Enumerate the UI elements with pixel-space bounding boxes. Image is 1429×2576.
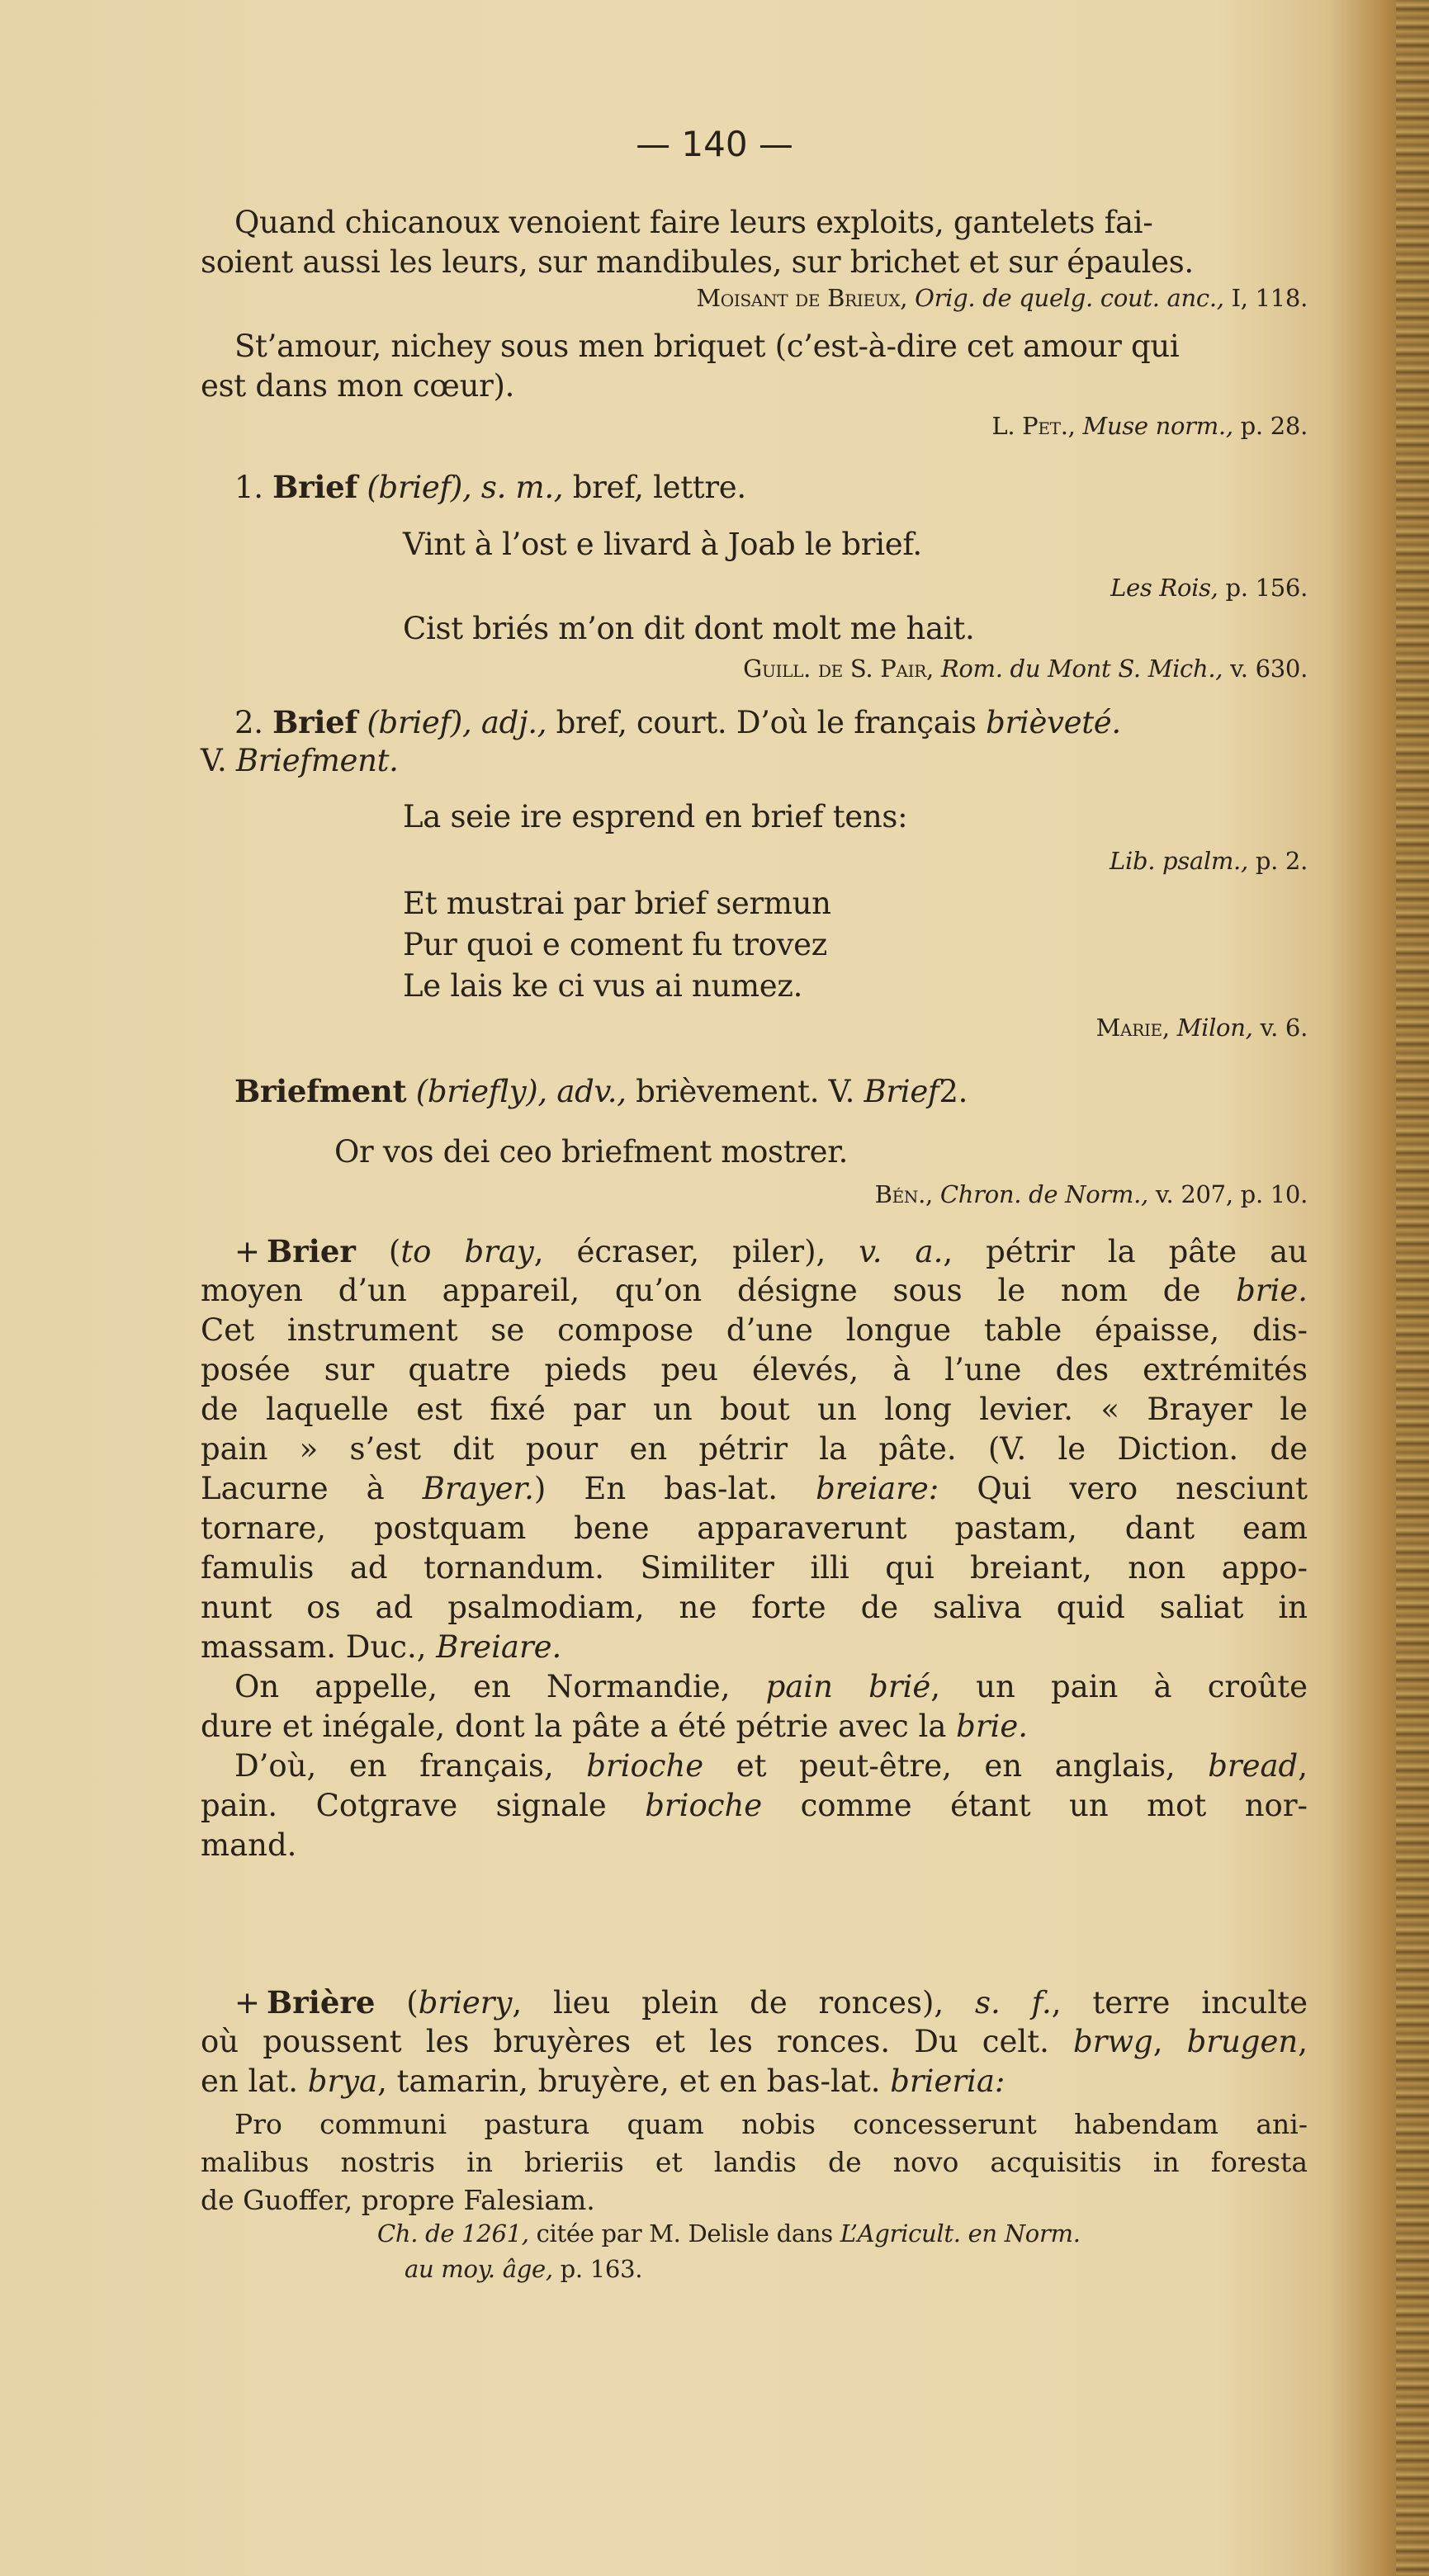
- citation: Bén., Chron. de Norm., v. 207, p. 10.: [874, 1180, 1308, 1208]
- entry-line: Lacurne à Brayer.) En bas-lat. breiare: Qui vero nesciunt: [201, 1471, 1308, 1506]
- entry-line: moyen d’un appareil, qu’on désigne sous le nom de brie.: [201, 1273, 1308, 1308]
- entry-line: pain. Cotgrave signale brioche comme étant un mot nor-: [201, 1788, 1308, 1823]
- citation: Moisant de Brieux, Orig. de quelg. cout. anc., I, 118.: [696, 284, 1308, 312]
- citation: L. Pet., Muse norm., p. 28.: [991, 412, 1308, 440]
- verse-line: Le lais ke ci vus ai numez.: [403, 968, 803, 1004]
- entry-line: dure et inégale, dont la pâte a été pétrie avec la brie.: [201, 1709, 1029, 1744]
- citation: Lib. psalm., p. 2.: [1110, 847, 1308, 875]
- entry-line: tornare, postquam bene apparaverunt pastam, dant eam: [201, 1510, 1308, 1546]
- citation: Les Rois, p. 156.: [1110, 574, 1308, 602]
- headword: Briefment: [234, 1073, 407, 1109]
- headword: Brief: [272, 469, 357, 505]
- headword: Brière: [267, 1984, 376, 2021]
- verse-line: Pur quoi e coment fu trovez: [403, 927, 827, 962]
- see-also: V. Briefment.: [201, 743, 399, 778]
- dictionary-entry-brief-2: 2. Brief (brief), adj., bref, court. D’où le français brièveté.: [234, 704, 1121, 740]
- citation: Guill. de S. Pair, Rom. du Mont S. Mich., v. 630.: [743, 655, 1308, 683]
- headword: Brier: [267, 1233, 356, 1269]
- example-text: Vint à l’ost e livard à Joab le brief.: [403, 527, 922, 562]
- latin-quote: Pro communi pastura quam nobis concesserunt habendam ani- malibus nostris in brieriis et landis de novo acquisitis in foresta de Guoffer, propre Falesiam.: [201, 2108, 1308, 2216]
- example-text: Cist briés m’on dit dont molt me hait.: [403, 611, 975, 646]
- citation: Ch. de 1261, citée par M. Delisle dans L’Agricult. en Norm.: [377, 2219, 1081, 2248]
- cross-marker-icon: +: [234, 1234, 261, 1269]
- entry-line: nunt os ad psalmodiam, ne forte de saliva quid saliat in: [201, 1590, 1308, 1625]
- example-text: Or vos dei ceo briefment mostrer.: [334, 1134, 849, 1170]
- citation: Marie, Milon, v. 6.: [1095, 1014, 1308, 1042]
- quote-line: soient aussi les leurs, sur mandibules, sur brichet et sur épaules.: [201, 244, 1194, 280]
- page-number: — 140 —: [636, 124, 793, 164]
- dictionary-entry-brief-1: 1. Brief (brief), s. m., bref, lettre.: [234, 469, 746, 505]
- verse-line: Et mustrai par brief sermun: [403, 886, 831, 921]
- entry-line: où poussent les bruyères et les ronces. Du celt. brwg, brugen,: [201, 2024, 1308, 2059]
- quote-line: St’amour, nichey sous men briquet (c’est-à-dire cet amour qui: [234, 328, 1180, 364]
- entry-line: en lat. brya, tamarin, bruyère, et en bas-lat. brieria:: [201, 2063, 1006, 2099]
- entry-line: famulis ad tornandum. Similiter illi qui breiant, non appo-: [201, 1550, 1308, 1586]
- entry-line: On appelle, en Normandie, pain brié, un pain à croûte: [234, 1669, 1308, 1704]
- entry-line: + Brier (to bray, écraser, piler), v. a., pétrir la pâte au: [234, 1233, 1308, 1269]
- example-text: La seie ire esprend en brief tens:: [403, 799, 908, 834]
- quote-line: Quand chicanoux venoient faire leurs exploits, gantelets fai-: [234, 205, 1153, 240]
- entry-line: mand.: [201, 1827, 297, 1863]
- citation: au moy. âge, p. 163.: [405, 2255, 643, 2283]
- dictionary-entry-briere: [201, 1983, 1308, 2101]
- entry-line: Cet instrument se compose d’une longue table épaisse, dis-: [201, 1312, 1308, 1348]
- quote-line: est dans mon cœur).: [201, 368, 515, 404]
- entry-line: pain » s’est dit pour en pétrir la pâte. (V. le Diction. de: [201, 1431, 1308, 1467]
- gilt-page-edge: [1396, 0, 1429, 2576]
- cross-marker-icon: +: [234, 1985, 261, 2021]
- entry-line: posée sur quatre pieds peu élevés, à l’une des extrémités: [201, 1352, 1308, 1387]
- entry-line: massam. Duc., Breiare.: [201, 1629, 562, 1665]
- entry-line: D’où, en français, brioche et peut-être, en anglais, bread,: [234, 1748, 1308, 1784]
- entry-line: de laquelle est fixé par un bout un long levier. « Brayer le: [201, 1392, 1308, 1427]
- headword: Brief: [272, 704, 357, 740]
- dictionary-entry-briefment: Briefment (briefly), adv., brièvement. V. Brief2.: [234, 1073, 968, 1109]
- dictionary-entry-brier: [201, 1231, 1308, 1865]
- entry-line: + Brière (briery, lieu plein de ronces), s. f., terre inculte: [234, 1984, 1308, 2021]
